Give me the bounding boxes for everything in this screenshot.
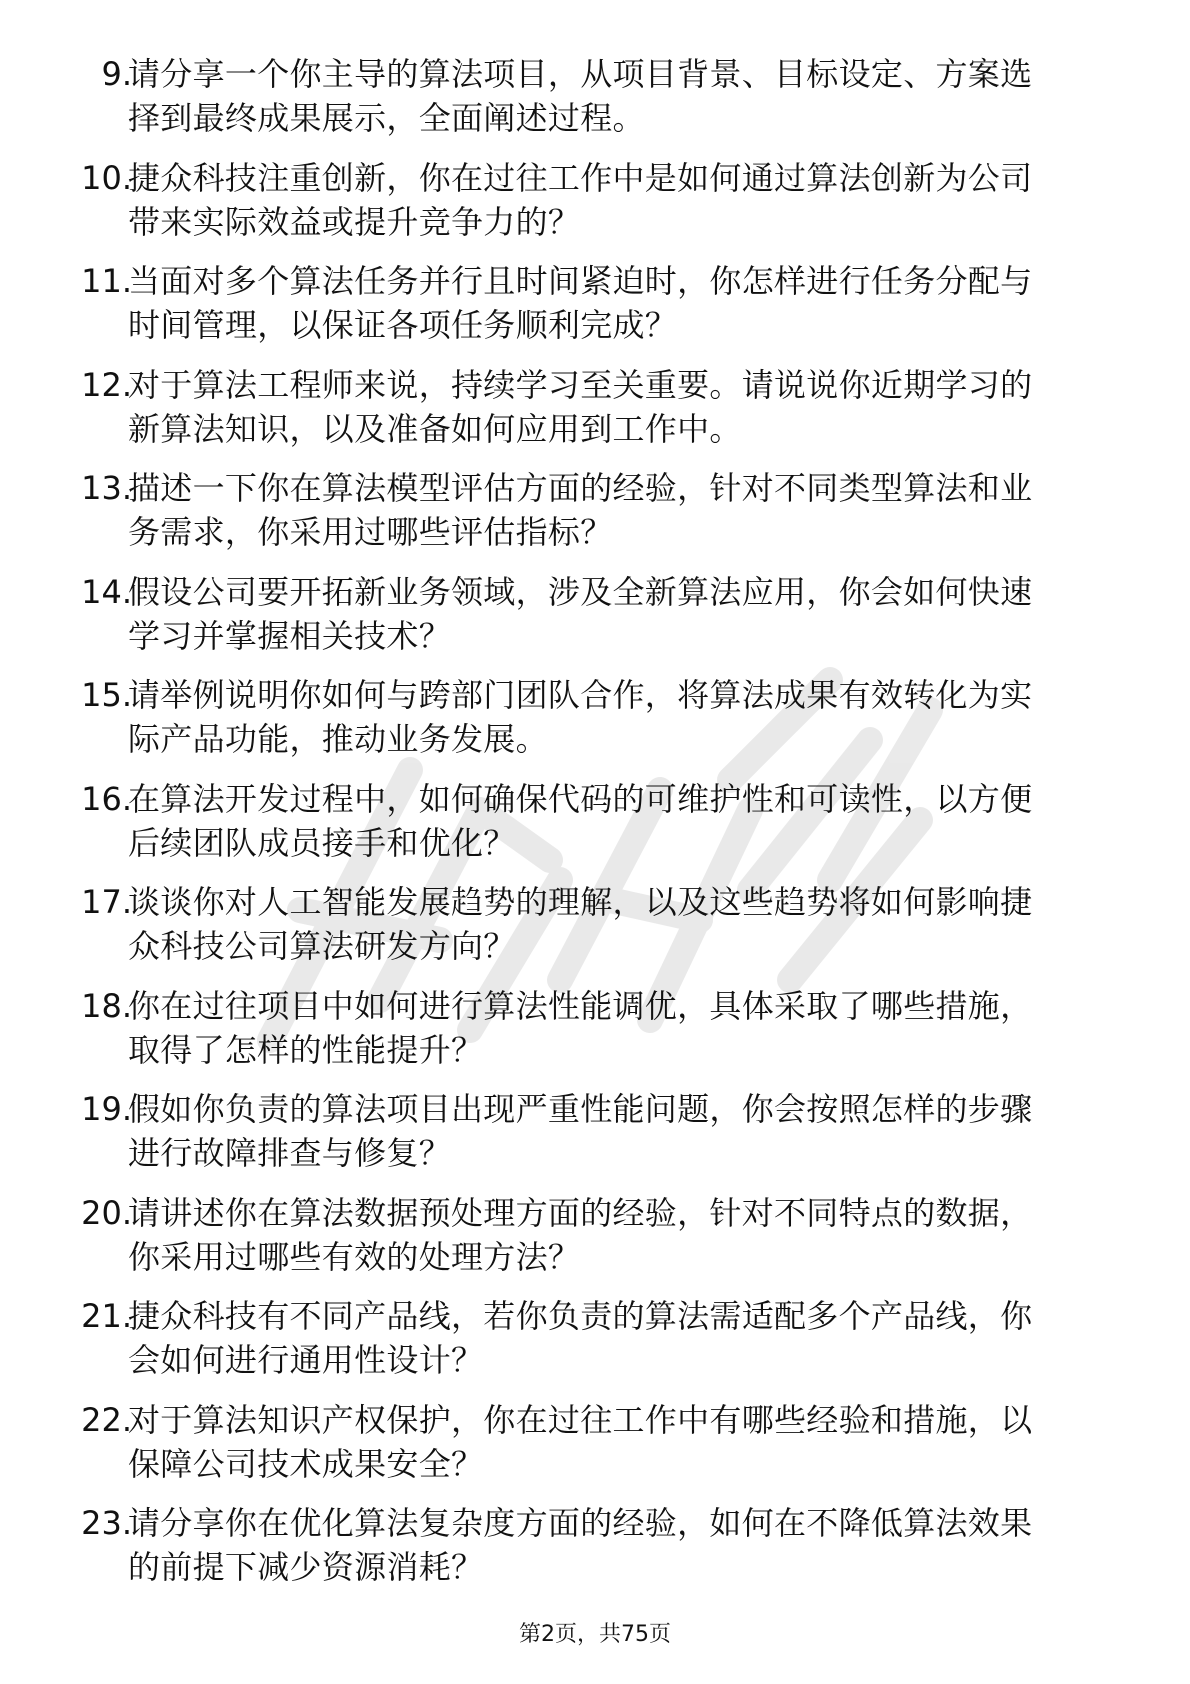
question-item [0,1294,1190,1398]
question-text [128,466,1128,554]
question-number: 19. [81,1090,132,1128]
question-text [128,1087,1128,1175]
question-text [128,984,1128,1072]
question-number: 20. [81,1193,132,1232]
question-line: 保障公司技术成果安全？ [128,1444,484,1483]
question-line: 众科技公司算法研发方向？ [128,927,516,965]
question-line: 后续团队成员接手和优化？ [128,823,516,862]
question-line: 谈谈你对人工智能发展趋势的理解，以及这些趋势将如何影响捷 [128,883,1033,921]
question-line: 描述一下你在算法模型评估方面的经验，针对不同类型算法和业 [128,469,1033,507]
question-line: 新算法知识，以及准备如何应用到工作中。 [128,409,742,448]
question-line: 时间管理，以保证各项任务顺利完成？ [128,306,678,344]
question-text [128,1294,1128,1382]
question-line: 际产品功能，推动业务发展。 [128,720,548,758]
question-line: 请讲述你在算法数据预处理方面的经验，针对不同特点的数据， [128,1193,1033,1232]
question-line: 带来实际效益或提升竞争力的？ [128,202,581,241]
question-line: 对于算法工程师来说，持续学习至关重要。请说说你近期学习的 [128,365,1033,404]
question-number: 12. [81,365,132,404]
question-text [128,363,1128,451]
question-text [128,1191,1128,1279]
question-number: 15. [81,676,132,714]
question-line: 进行故障排查与修复？ [128,1134,452,1172]
question-text [128,259,1128,347]
page-footer [0,1620,1190,1650]
question-line: 务需求，你采用过哪些评估指标？ [128,513,613,551]
page-number: 第2页，共75页 [519,1622,671,1647]
question-item [0,984,1190,1088]
question-item [0,363,1190,467]
question-list [0,52,1190,1605]
question-number: 22. [81,1400,132,1439]
question-item [0,570,1190,674]
question-number: 17. [81,883,132,921]
question-line: 在算法开发过程中，如何确保代码的可维护性和可读性，以方便 [128,779,1033,818]
question-number: 14. [81,572,132,611]
question-item [0,1087,1190,1191]
question-line: 的前提下减少资源消耗？ [128,1548,484,1586]
question-number: 18. [81,986,132,1025]
question-number: 9. [101,55,132,93]
question-line: 你在过往项目中如何进行算法性能调优，具体采取了哪些措施， [128,986,1033,1025]
question-number: 13. [81,469,132,507]
question-text [128,156,1128,244]
question-text [128,1398,1128,1486]
question-item [0,1191,1190,1295]
question-item [0,466,1190,570]
question-line: 假设公司要开拓新业务领域，涉及全新算法应用，你会如何快速 [128,572,1033,611]
question-line: 取得了怎样的性能提升？ [128,1030,484,1069]
question-item [0,1501,1190,1605]
question-line: 假如你负责的算法项目出现严重性能问题，你会按照怎样的步骤 [128,1090,1033,1128]
question-text [128,1501,1128,1589]
question-number: 11. [81,262,132,300]
question-item [0,156,1190,260]
question-line: 择到最终成果展示，全面阐述过程。 [128,99,645,137]
question-text [128,880,1128,968]
question-item [0,673,1190,777]
question-line: 对于算法知识产权保护，你在过往工作中有哪些经验和措施，以 [128,1400,1033,1439]
question-line: 捷众科技注重创新，你在过往工作中是如何通过算法创新为公司 [128,158,1033,197]
question-item [0,1398,1190,1502]
question-item [0,777,1190,881]
question-line: 请分享一个你主导的算法项目，从项目背景、目标设定、方案选 [128,55,1033,93]
question-number: 23. [81,1504,132,1542]
question-item [0,880,1190,984]
question-line: 你采用过哪些有效的处理方法？ [128,1237,581,1276]
question-number: 10. [81,158,132,197]
question-text [128,570,1128,658]
question-text [128,777,1128,865]
question-line: 请分享你在优化算法复杂度方面的经验，如何在不降低算法效果 [128,1504,1033,1542]
question-line: 当面对多个算法任务并行且时间紧迫时，你怎样进行任务分配与 [128,262,1033,300]
question-line: 请举例说明你如何与跨部门团队合作，将算法成果有效转化为实 [128,676,1033,714]
question-item [0,52,1190,156]
question-number: 16. [81,779,132,818]
question-line: 学习并掌握相关技术？ [128,616,452,655]
question-line: 会如何进行通用性设计？ [128,1341,484,1379]
question-number: 21. [81,1297,132,1335]
question-line: 捷众科技有不同产品线，若你负责的算法需适配多个产品线，你 [128,1297,1033,1335]
question-item [0,259,1190,363]
question-text [128,52,1128,140]
question-text [128,673,1128,761]
